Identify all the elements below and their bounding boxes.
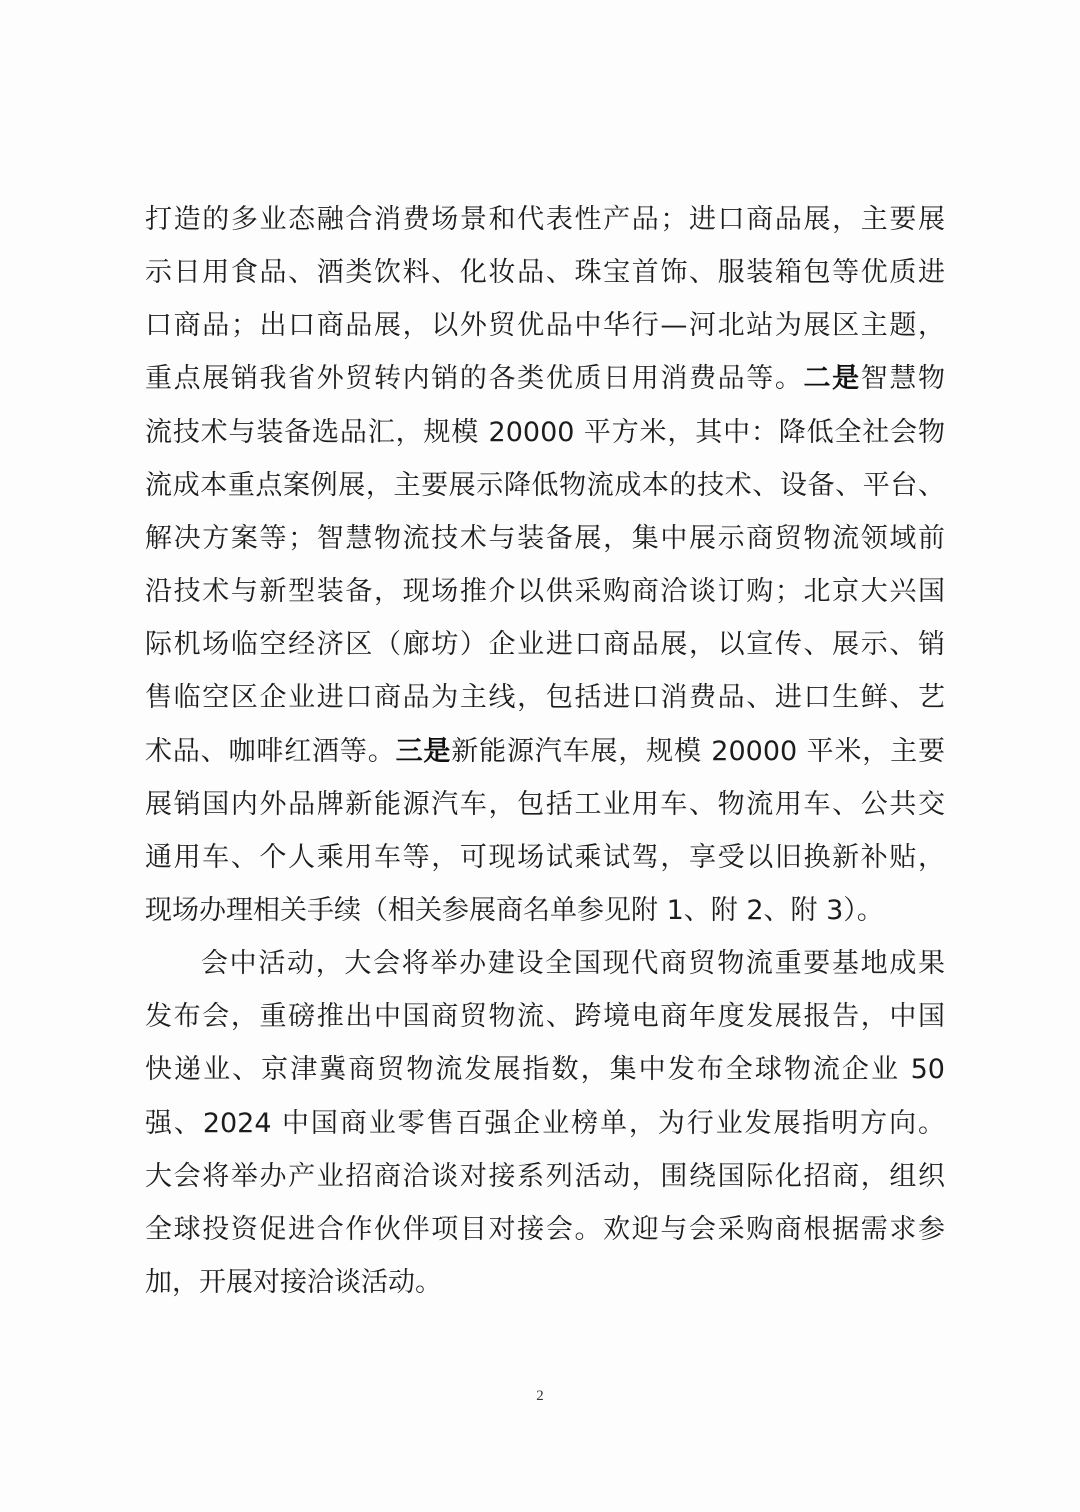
text-line xyxy=(145,200,945,240)
text-segment: 展销国内外品牌新能源汽车，包括工业用车、物流用车、公共交 xyxy=(145,788,945,820)
text-segment: 解决方案等；智慧物流技术与装备展，集中展示商贸物流领域前 xyxy=(145,522,945,554)
text-line xyxy=(145,572,945,612)
text-segment: 通用车、个人乘用车等，可现场试乘试驾，享受以旧换新补贴， xyxy=(145,841,945,873)
text-segment: 智慧物 xyxy=(860,363,946,395)
text-segment: 术品、咖啡红酒等。 xyxy=(145,735,396,767)
text-segment: 重点展销我省外贸转内销的各类优质日用消费品等。 xyxy=(145,363,804,395)
bold-heading-marker: 二是 xyxy=(803,363,861,395)
text-segment: 会中活动，大会将举办建设全国现代商贸物流重要基地成果 xyxy=(201,948,945,980)
text-line xyxy=(145,891,945,931)
text-segment: 新能源汽车展，规模 20000 平米，主要 xyxy=(451,735,945,767)
text-segment: 大会将举办产业招商洽谈对接系列活动，围绕国际化招商，组织 xyxy=(145,1160,945,1192)
text-line xyxy=(145,1050,945,1090)
text-segment: 强、2024 中国商业零售百强企业榜单，为行业发展指明方向。 xyxy=(145,1107,945,1139)
text-line xyxy=(201,944,945,984)
text-segment: 示日用食品、酒类饮料、化妆品、珠宝首饰、服装箱包等优质进 xyxy=(145,257,945,289)
text-line xyxy=(145,625,945,665)
text-line xyxy=(145,413,945,453)
text-segment: 加，开展对接洽谈活动。 xyxy=(145,1267,442,1298)
text-segment: 沿技术与新型装备，现场推介以供采购商洽谈订购；北京大兴国 xyxy=(145,576,945,608)
text-line xyxy=(145,732,945,772)
text-segment: 际机场临空经济区（廊坊）企业进口商品展，以宣传、展示、销 xyxy=(145,629,945,661)
text-line xyxy=(145,1210,945,1250)
text-line xyxy=(145,306,945,346)
text-line xyxy=(145,785,945,825)
text-segment: 流技术与装备选品汇，规模 20000 平方米，其中：降低全社会物 xyxy=(145,416,945,448)
text-segment: 全球投资促进合作伙伴项目对接会。欢迎与会采购商根据需求参 xyxy=(145,1213,945,1245)
text-segment: 口商品；出口商品展，以外贸优品中华行—河北站为展区主题， xyxy=(145,310,945,342)
text-line xyxy=(145,519,945,559)
text-line xyxy=(145,1104,945,1144)
text-line xyxy=(145,359,945,399)
text-segment: 快递业、京津冀商贸物流发展指数，集中发布全球物流企业 50 xyxy=(145,1054,945,1086)
text-line xyxy=(145,678,945,718)
page-number: 2 xyxy=(536,1388,544,1404)
text-segment: 发布会，重磅推出中国商贸物流、跨境电商年度发展报告，中国 xyxy=(145,1001,945,1033)
text-segment: 打造的多业态融合消费场景和代表性产品；进口商品展，主要展 xyxy=(145,204,945,235)
text-line xyxy=(145,1263,945,1303)
text-line xyxy=(145,997,945,1037)
text-segment: 流成本重点案例展，主要展示降低物流成本的技术、设备、平台、 xyxy=(145,469,945,501)
text-segment: 售临空区企业进口商品为主线，包括进口消费品、进口生鲜、艺 xyxy=(145,682,945,714)
text-line xyxy=(145,253,945,293)
text-line xyxy=(145,1157,945,1197)
text-line xyxy=(145,466,945,506)
text-line xyxy=(145,838,945,878)
text-segment: 现场办理相关手续（相关参展商名单参见附 1、附 2、附 3）。 xyxy=(145,894,884,926)
bold-heading-marker: 三是 xyxy=(395,735,452,767)
